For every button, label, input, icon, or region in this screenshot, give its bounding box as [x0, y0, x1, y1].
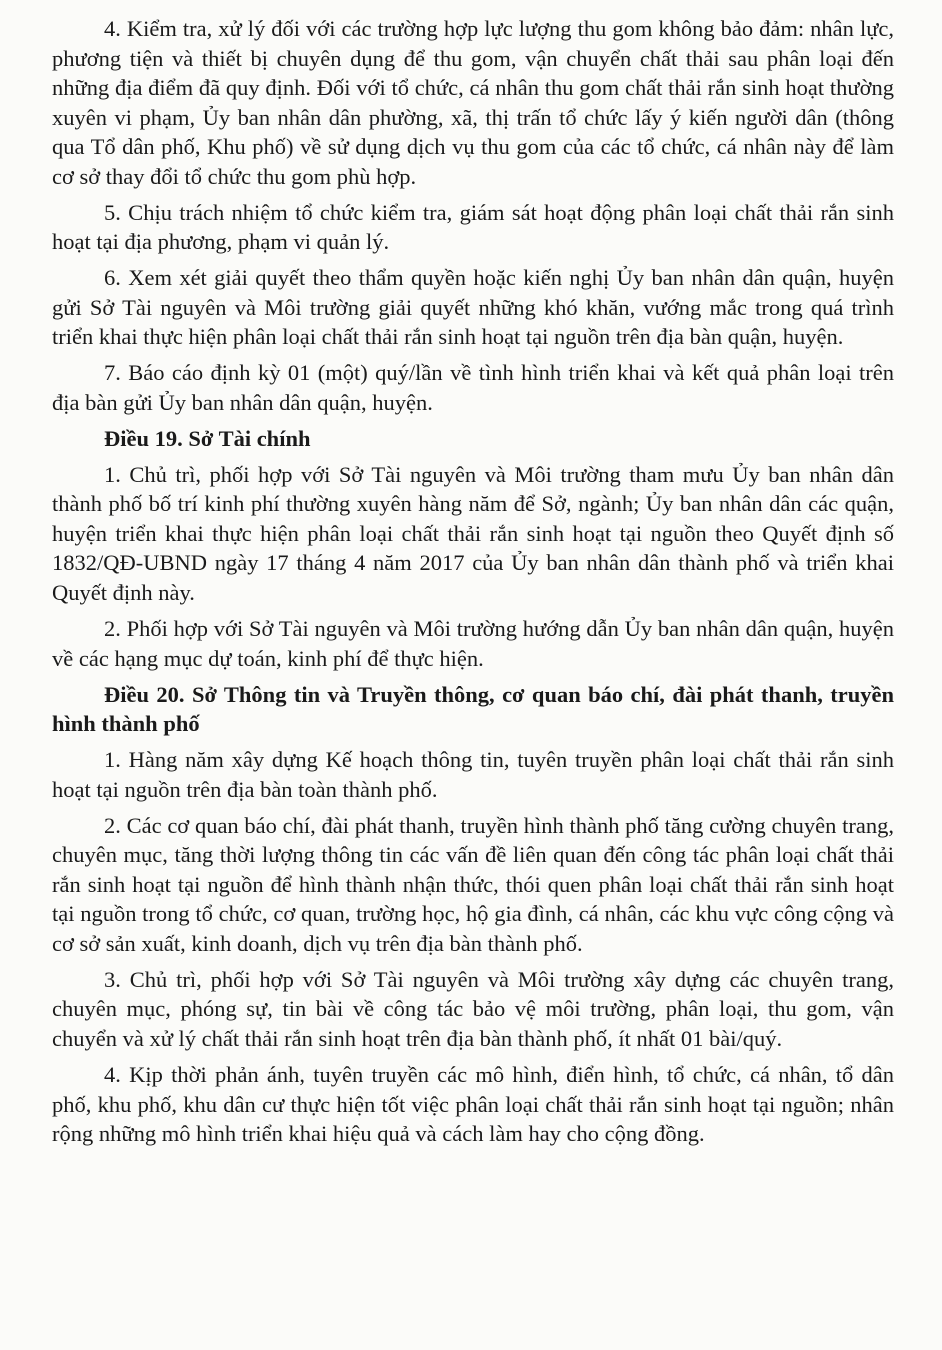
article-19-heading: Điều 19. Sở Tài chính: [104, 425, 311, 451]
paragraph-item-7-report: 7. Báo cáo định kỳ 01 (một) quý/lần về tình hình triển khai và kết quả phân loại trên địa bàn gửi Ủy ban nhân dân quận, huyện.: [52, 360, 894, 415]
article-20-item-1: 1. Hàng năm xây dựng Kế hoạch thông tin, tuyên truyền phân loại chất thải rắn sinh hoạt tại nguồn trên địa bàn toàn thành phố.: [52, 747, 894, 802]
paragraph-item-5-responsibility: 5. Chịu trách nhiệm tổ chức kiểm tra, giám sát hoạt động phân loại chất thải rắn sinh hoạt tại địa phương, phạm vi quản lý.: [52, 199, 894, 255]
paragraph-item-4-inspection: 4. Kiểm tra, xử lý đối với các trường hợp lực lượng thu gom không bảo đảm: nhân lực, phương tiện và thiết bị chuyên dụng để thu gom, vận chuyển chất thải sau phân loại đến những địa điểm đã quy định. Đối với tổ chức, cá nhân thu gom chất thải rắn sinh hoạt thường xuyên vi phạm, Ủy ban nhân dân phường, xã, thị trấn tổ chức lấy ý kiến người dân (thông qua Tổ dân phố, Khu phố) về sử dụng dịch vụ thu gom của các tổ chức, cá nhân này để làm cơ sở thay đổi tổ chức thu gom phù hợp.: [52, 16, 894, 189]
document-body: [52, 14, 894, 1155]
article-20-heading: Điều 20. Sở Thông tin và Truyền thông, cơ quan báo chí, đài phát thanh, truyền hình thành phố: [52, 681, 894, 737]
article-20-item-3: 3. Chủ trì, phối hợp với Sở Tài nguyên và Môi trường xây dựng các chuyên trang, chuyên mục, phóng sự, tin bài về công tác bảo vệ môi trường, phân loại, thu gom, vận chuyển và xử lý chất thải rắn sinh hoạt trên địa bàn thành phố, ít nhất 01 bài/quý.: [52, 966, 894, 1051]
article-19-item-1: 1. Chủ trì, phối hợp với Sở Tài nguyên và Môi trường tham mưu Ủy ban nhân dân thành phố bố trí kinh phí thường xuyên hàng năm để Sở, ngành; Ủy ban nhân dân các quận, huyện triển khai thực hiện phân loại chất thải rắn sinh hoạt tại nguồn theo Quyết định số 1832/QĐ-UBND ngày 17 tháng 4 năm 2017 của Ủy ban nhân dân thành phố và triển khai Quyết định này.: [52, 461, 894, 605]
article-19-item-2: 2. Phối hợp với Sở Tài nguyên và Môi trường hướng dẫn Ủy ban nhân dân quận, huyện về các hạng mục dự toán, kinh phí để thực hiện.: [52, 616, 894, 671]
article-20-item-4: 4. Kịp thời phản ánh, tuyên truyền các mô hình, điển hình, tổ chức, cá nhân, tổ dân phố, khu phố, khu dân cư thực hiện tốt việc phân loại chất thải rắn sinh hoạt tại nguồn; nhân rộng những mô hình triển khai hiệu quả và cách làm hay cho cộng đồng.: [52, 1062, 894, 1147]
article-20-item-2: 2. Các cơ quan báo chí, đài phát thanh, truyền hình thành phố tăng cường chuyên trang, chuyên mục, tăng thời lượng thông tin các vấn đề liên quan đến công tác phân loại chất thải rắn sinh hoạt tại nguồn để hình thành nhận thức, thói quen phân loại chất thải rắn sinh hoạt tại nguồn trong tổ chức, cơ quan, trường học, hộ gia đình, cá nhân, các khu vực công cộng và cơ sở sản xuất, kinh doanh, dịch vụ trên địa bàn thành phố.: [52, 812, 894, 956]
paragraph-item-6-resolution: 6. Xem xét giải quyết theo thẩm quyền hoặc kiến nghị Ủy ban nhân dân quận, huyện gửi Sở Tài nguyên và Môi trường giải quyết những khó khăn, vướng mắc trong quá trình triển khai thực hiện phân loại chất thải rắn sinh hoạt tại nguồn trên địa bàn quận, huyện.: [52, 265, 894, 350]
